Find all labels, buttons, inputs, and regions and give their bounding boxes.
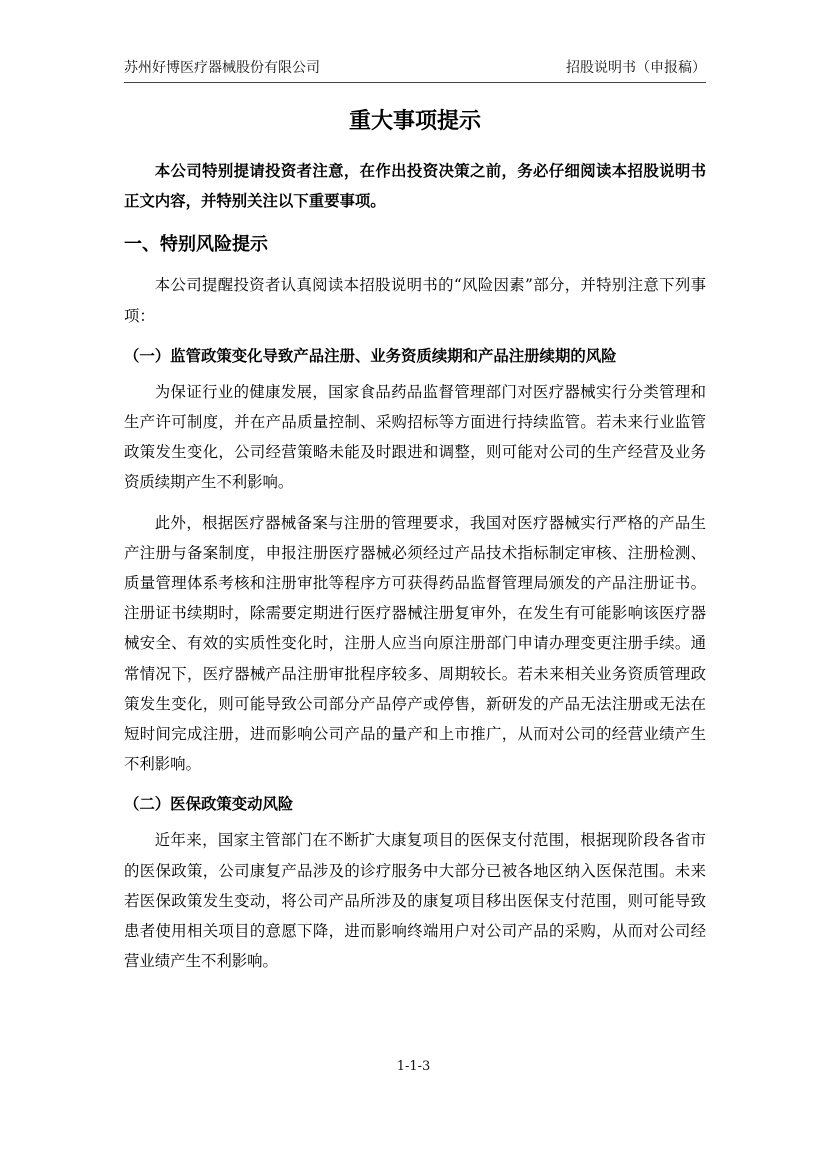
section-heading-special-risks: 一、特别风险提示 [124, 234, 268, 256]
header-document-type: 招股说明书（申报稿） [566, 60, 706, 76]
page-header [124, 58, 706, 80]
section-intro-paragraph: 本公司提醒投资者认真阅读本招股说明书的“风险因素”部分，并特别注意下列事项： [124, 276, 706, 325]
lead-notice: 本公司特别提请投资者注意，在作出投资决策之前，务必仔细阅读本招股说明书正文内容，并特别关注以下重要事项。 [124, 162, 706, 211]
regulatory-risk-paragraph-2: 此外，根据医疗器械备案与注册的管理要求，我国对医疗器械实行严格的产品生产注册与备案制度，申报注册医疗器械必须经过产品技术指标制定审核、注册检测、质量管理体系考核和注册审批等程序方可获得药品监督管理局颁发的产品注册证书。注册证书续期时，除需要定期进行医疗器械注册复审外，在发生有可能影响该医疗器械安全、有效的实质性变化时，注册人应当向原注册部门申请办理变更注册手续。通常情况下，医疗器械产品注册审批程序较多、周期较长。若未来相关业务资质管理政策发生变化，则可能导致公司部分产品停产或停售，新研发的产品无法注册或无法在短时间完成注册，进而影响公司产品的量产和上市推广，从而对公司的经营业绩产生不利影响。 [124, 513, 706, 774]
document-body [124, 156, 706, 986]
page-number: 1-1-3 [396, 1059, 431, 1074]
header-divider [124, 82, 706, 83]
medical-insurance-risk-paragraph: 近年来，国家主管部门在不断扩大康复项目的医保支付范围，根据现阶段各省市的医保政策，公司康复产品涉及的诊疗服务中大部分已被各地区纳入医保范围。未来若医保政策发生变动，将公司产品所涉及的康复项目移出医保支付范围，则可能导致患者使用相关项目的意愿下降，进而影响终端用户对公司产品的采购，从而对公司经营业绩产生不利影响。 [124, 831, 706, 971]
subsection-heading-medical-insurance-risk: （二）医保政策变动风险 [124, 795, 294, 814]
header-company-name: 苏州好博医疗器械股份有限公司 [124, 60, 320, 76]
page-title: 重大事项提示 [348, 109, 481, 134]
subsection-heading-regulatory-risk: （一）监管政策变化导致产品注册、业务资质续期和产品注册续期的风险 [124, 346, 617, 365]
regulatory-risk-paragraph-1: 为保证行业的健康发展，国家食品药品监督管理部门对医疗器械实行分类管理和生产许可制度，并在产品质量控制、采购招标等方面进行持续监管。若未来行业监管政策发生变化，公司经营策略未能及时跟进和调整，则可能对公司的生产经营及业务资质续期产生不利影响。 [124, 382, 706, 492]
